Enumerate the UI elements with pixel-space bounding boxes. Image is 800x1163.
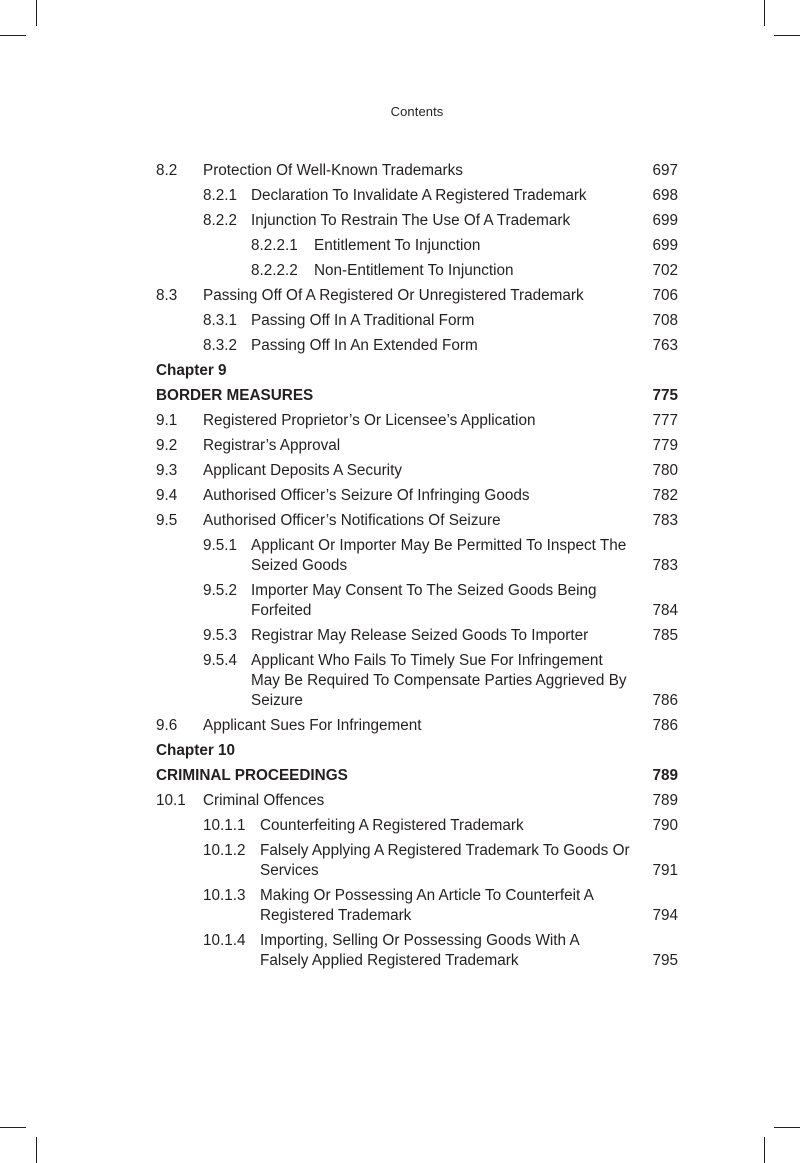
entry-number: 9.2 xyxy=(156,437,178,454)
entry-page: 783 xyxy=(652,512,678,529)
entry-title: Passing Off Of A Registered Or Unregistered Trademark xyxy=(203,286,584,304)
entry-number: 9.5.2 xyxy=(203,582,238,599)
entry-page: 784 xyxy=(652,602,678,619)
entry-number: 8.2.2 xyxy=(203,212,238,229)
toc-entry[interactable] xyxy=(156,623,678,648)
toc-entry[interactable] xyxy=(156,433,678,458)
toc-entry[interactable] xyxy=(156,208,678,233)
toc-entry[interactable] xyxy=(156,408,678,433)
toc-entry[interactable] xyxy=(156,458,678,483)
entry-page: 702 xyxy=(652,262,678,279)
entry-page: 699 xyxy=(652,212,678,229)
toc-entry[interactable] xyxy=(156,333,678,358)
entry-title: Making Or Possessing An Article To Counterfeit A Registered Trademark xyxy=(260,886,594,924)
entry-number: 10.1.2 xyxy=(203,842,246,859)
chapter-label xyxy=(156,738,678,763)
entry-number: 10.1.4 xyxy=(203,932,246,949)
entry-number: 10.1.1 xyxy=(203,817,246,834)
entry-page: 763 xyxy=(652,337,678,354)
entry-title: Authorised Officer’s Notifications Of Seizure xyxy=(203,511,501,529)
table-of-contents xyxy=(156,158,678,973)
crop-mark xyxy=(0,1127,26,1128)
entry-number: 8.2.2.1 xyxy=(251,237,298,254)
toc-entry[interactable] xyxy=(156,788,678,813)
chapter-number: Chapter 10 xyxy=(156,741,236,759)
chapter-heading[interactable] xyxy=(156,383,678,408)
entry-number: 9.5.4 xyxy=(203,652,238,669)
entry-number: 9.5.1 xyxy=(203,537,238,554)
entry-page: 699 xyxy=(652,237,678,254)
entry-title: Protection Of Well-Known Trademarks xyxy=(203,161,463,179)
entry-page: 786 xyxy=(652,692,678,709)
entry-number: 8.3.1 xyxy=(203,312,238,329)
entry-title: Importing, Selling Or Possessing Goods With A Falsely Applied Registered Trademark xyxy=(260,931,579,969)
entry-title: Entitlement To Injunction xyxy=(314,236,481,254)
entry-page: 708 xyxy=(652,312,678,329)
entry-title: Applicant Deposits A Security xyxy=(203,461,402,479)
toc-entry[interactable] xyxy=(156,533,678,578)
entry-number: 9.6 xyxy=(156,717,178,734)
entry-title: Registered Proprietor’s Or Licensee’s Application xyxy=(203,411,536,429)
entry-number: 9.5 xyxy=(156,512,178,529)
entry-page: 790 xyxy=(652,817,678,834)
chapter-title: BORDER MEASURES xyxy=(156,386,314,404)
entry-page: 783 xyxy=(652,557,678,574)
entry-page: 794 xyxy=(652,907,678,924)
entry-title: Passing Off In A Traditional Form xyxy=(251,311,475,329)
crop-mark xyxy=(36,0,37,26)
entry-page: 785 xyxy=(652,627,678,644)
toc-entry[interactable] xyxy=(156,713,678,738)
toc-entry[interactable] xyxy=(156,483,678,508)
entry-title: Falsely Applying A Registered Trademark To Goods Or Services xyxy=(260,841,630,879)
entry-page: 779 xyxy=(652,437,678,454)
entry-title: Counterfeiting A Registered Trademark xyxy=(260,816,524,834)
entry-number: 9.1 xyxy=(156,412,178,429)
chapter-page: 789 xyxy=(652,767,678,784)
crop-mark xyxy=(0,35,26,36)
entry-title: Passing Off In An Extended Form xyxy=(251,336,478,354)
entry-title: Registrar’s Approval xyxy=(203,436,341,454)
entry-title: Importer May Consent To The Seized Goods Being Forfeited xyxy=(251,581,597,619)
crop-mark xyxy=(764,1137,765,1163)
entry-number: 10.1 xyxy=(156,792,186,809)
chapter-label xyxy=(156,358,678,383)
entry-page: 698 xyxy=(652,187,678,204)
entry-page: 791 xyxy=(652,862,678,879)
entry-title: Criminal Offences xyxy=(203,791,325,809)
chapter-title: CRIMINAL PROCEEDINGS xyxy=(156,766,348,784)
crop-mark xyxy=(36,1137,37,1163)
entry-title: Applicant Sues For Infringement xyxy=(203,716,422,734)
toc-entry[interactable] xyxy=(156,813,678,838)
entry-page: 780 xyxy=(652,462,678,479)
toc-entry[interactable] xyxy=(156,648,678,713)
toc-entry[interactable] xyxy=(156,838,678,883)
toc-entry[interactable] xyxy=(156,233,678,258)
entry-number: 10.1.3 xyxy=(203,887,246,904)
crop-mark xyxy=(774,35,800,36)
entry-title: Non-Entitlement To Injunction xyxy=(314,261,514,279)
toc-entry[interactable] xyxy=(156,883,678,928)
entry-number: 8.2.2.2 xyxy=(251,262,298,279)
entry-page: 795 xyxy=(652,952,678,969)
entry-number: 9.4 xyxy=(156,487,178,504)
toc-entry[interactable] xyxy=(156,258,678,283)
entry-number: 8.3.2 xyxy=(203,337,238,354)
entry-number: 8.2.1 xyxy=(203,187,238,204)
toc-entry[interactable] xyxy=(156,183,678,208)
entry-page: 782 xyxy=(652,487,678,504)
entry-title: Authorised Officer’s Seizure Of Infringing Goods xyxy=(203,486,530,504)
entry-page: 777 xyxy=(652,412,678,429)
entry-number: 8.3 xyxy=(156,287,178,304)
entry-page: 786 xyxy=(652,717,678,734)
chapter-number: Chapter 9 xyxy=(156,361,227,379)
chapter-page: 775 xyxy=(652,387,678,404)
entry-page: 789 xyxy=(652,792,678,809)
toc-entry[interactable] xyxy=(156,928,678,973)
crop-mark xyxy=(764,0,765,26)
running-header: Contents xyxy=(390,104,444,119)
chapter-heading[interactable] xyxy=(156,763,678,788)
entry-number: 9.5.3 xyxy=(203,627,238,644)
entry-title: Registrar May Release Seized Goods To Importer xyxy=(251,626,589,644)
entry-title: Applicant Or Importer May Be Permitted To Inspect The Seized Goods xyxy=(251,536,627,574)
entry-title: Applicant Who Fails To Timely Sue For Infringement May Be Required To Compensate Parties Aggrieved By Seizure xyxy=(251,651,627,709)
toc-entry[interactable] xyxy=(156,158,678,183)
entry-title: Injunction To Restrain The Use Of A Trademark xyxy=(251,211,571,229)
crop-mark xyxy=(774,1127,800,1128)
entry-title: Declaration To Invalidate A Registered Trademark xyxy=(251,186,587,204)
entry-page: 706 xyxy=(652,287,678,304)
toc-entry[interactable] xyxy=(156,508,678,533)
toc-entry[interactable] xyxy=(156,578,678,623)
entry-number: 8.2 xyxy=(156,162,178,179)
toc-entry[interactable] xyxy=(156,308,678,333)
toc-entry[interactable] xyxy=(156,283,678,308)
entry-number: 9.3 xyxy=(156,462,178,479)
entry-page: 697 xyxy=(652,162,678,179)
